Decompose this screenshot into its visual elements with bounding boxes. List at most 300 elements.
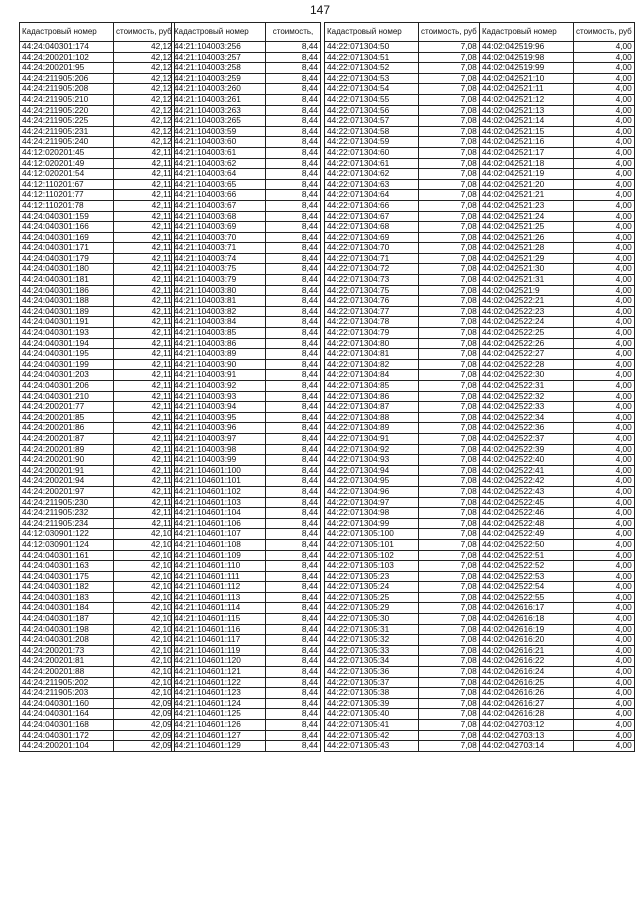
table-row: [20, 698, 175, 709]
table-row: [172, 614, 321, 625]
table-row: [172, 624, 321, 635]
cadastral-number-cell: 44:22:071305:102: [325, 550, 419, 561]
cadastral-number-cell: 44:02:042522:42: [480, 476, 574, 487]
cost-cell: 4,00: [574, 200, 635, 211]
cost-cell: 4,00: [574, 222, 635, 233]
table-row: [325, 158, 480, 169]
cadastral-number-cell: 44:12:110201:67: [20, 179, 114, 190]
cadastral-number-cell: 44:21:104601:114: [172, 603, 266, 614]
cost-cell: 42,12: [114, 52, 175, 63]
cost-cell: 8,44: [266, 709, 321, 720]
table-row: [172, 158, 321, 169]
cost-cell: 4,00: [574, 52, 635, 63]
cost-cell: 4,00: [574, 614, 635, 625]
cadastral-number-cell: 44:24:211905:210: [20, 94, 114, 105]
cadastral-number-cell: 44:22:071304:57: [325, 116, 419, 127]
cadastral-number-cell: 44:21:104003:85: [172, 328, 266, 339]
table-row: [172, 476, 321, 487]
cost-cell: 42,11: [114, 455, 175, 466]
table-row: [20, 476, 175, 487]
cost-cell: 4,00: [574, 158, 635, 169]
cost-cell: 8,44: [266, 370, 321, 381]
cost-cell: 7,08: [419, 63, 480, 74]
cadastral-number-cell: 44:02:042522:27: [480, 349, 574, 360]
cadastral-number-cell: 44:24:200201:88: [20, 667, 114, 678]
table-row: [325, 264, 480, 275]
cadastral-number-cell: 44:22:071304:72: [325, 264, 419, 275]
cost-cell: 7,08: [419, 190, 480, 201]
table-row: [480, 211, 635, 222]
cost-cell: 7,08: [419, 603, 480, 614]
cost-cell: 8,44: [266, 264, 321, 275]
cadastral-number-cell: 44:24:200201:94: [20, 476, 114, 487]
table-row: [20, 116, 175, 127]
table-row: [480, 720, 635, 731]
cost-cell: 4,00: [574, 444, 635, 455]
cadastral-number-cell: 44:02:042522:36: [480, 423, 574, 434]
table-row: [20, 264, 175, 275]
cadastral-number-cell: 44:22:071304:80: [325, 338, 419, 349]
cadastral-number-cell: 44:21:104003:82: [172, 306, 266, 317]
cost-cell: 4,00: [574, 84, 635, 95]
cadastral-number-cell: 44:21:104601:129: [172, 741, 266, 752]
cadastral-number-cell: 44:22:071304:71: [325, 253, 419, 264]
table-row: [325, 222, 480, 233]
table-row: [20, 222, 175, 233]
cadastral-number-cell: 44:24:040301:203: [20, 370, 114, 381]
table-row: [20, 656, 175, 667]
cadastral-number-cell: 44:21:104003:98: [172, 444, 266, 455]
cost-cell: 7,08: [419, 105, 480, 116]
table-row: [172, 433, 321, 444]
cost-cell: 8,44: [266, 433, 321, 444]
cost-cell: 42,11: [114, 476, 175, 487]
cost-cell: 42,10: [114, 550, 175, 561]
cadastral-number-cell: 44:24:040301:163: [20, 561, 114, 572]
cadastral-number-cell: 44:22:071305:38: [325, 688, 419, 699]
cadastral-number-cell: 44:24:200201:81: [20, 656, 114, 667]
table-row: [325, 730, 480, 741]
cost-cell: 8,44: [266, 635, 321, 646]
cadastral-number-cell: 44:22:071304:98: [325, 508, 419, 519]
cadastral-number-cell: 44:22:071304:99: [325, 518, 419, 529]
table-row: [20, 508, 175, 519]
table-row: [480, 158, 635, 169]
cost-cell: 4,00: [574, 730, 635, 741]
cadastral-number-cell: 44:21:104003:61: [172, 147, 266, 158]
cadastral-number-cell: 44:02:042522:34: [480, 412, 574, 423]
cost-cell: 7,08: [419, 42, 480, 53]
table-row: [325, 105, 480, 116]
cost-cell: 8,44: [266, 105, 321, 116]
table-row: [325, 720, 480, 731]
cost-cell: 8,44: [266, 52, 321, 63]
cost-cell: 4,00: [574, 73, 635, 84]
cadastral-number-cell: 44:02:042522:31: [480, 381, 574, 392]
cadastral-number-cell: 44:22:071305:42: [325, 730, 419, 741]
cost-cell: 4,00: [574, 571, 635, 582]
cadastral-number-cell: 44:21:104003:256: [172, 42, 266, 53]
cost-cell: 42,11: [114, 169, 175, 180]
cadastral-number-cell: 44:21:104003:79: [172, 275, 266, 286]
cadastral-number-cell: 44:02:042522:30: [480, 370, 574, 381]
cost-cell: 4,00: [574, 243, 635, 254]
cost-cell: 42,11: [114, 370, 175, 381]
cadastral-number-cell: 44:22:071304:55: [325, 94, 419, 105]
header-cadastral-number: Кадастровый номер: [172, 23, 266, 42]
table-row: [480, 285, 635, 296]
table-row: [20, 94, 175, 105]
table-row: [480, 349, 635, 360]
table-row: [325, 698, 480, 709]
cost-cell: 8,44: [266, 402, 321, 413]
cadastral-number-cell: 44:24:040301:169: [20, 232, 114, 243]
cadastral-number-cell: 44:22:071304:77: [325, 306, 419, 317]
table-row: [480, 465, 635, 476]
cost-cell: 42,11: [114, 158, 175, 169]
cadastral-number-cell: 44:24:211905:203: [20, 688, 114, 699]
cost-cell: 7,08: [419, 116, 480, 127]
cost-cell: 8,44: [266, 296, 321, 307]
cadastral-number-cell: 44:24:200201:86: [20, 423, 114, 434]
cost-cell: 42,10: [114, 529, 175, 540]
cadastral-number-cell: 44:22:071304:73: [325, 275, 419, 286]
cadastral-number-cell: 44:21:104003:257: [172, 52, 266, 63]
cadastral-number-cell: 44:21:104601:126: [172, 720, 266, 731]
cadastral-number-cell: 44:24:200201:77: [20, 402, 114, 413]
cost-cell: 7,08: [419, 635, 480, 646]
cadastral-number-cell: 44:24:040301:172: [20, 730, 114, 741]
cost-cell: 4,00: [574, 741, 635, 752]
cost-cell: 8,44: [266, 582, 321, 593]
cost-cell: 4,00: [574, 317, 635, 328]
table-row: [480, 137, 635, 148]
cadastral-number-cell: 44:22:071305:29: [325, 603, 419, 614]
table-row: [172, 709, 321, 720]
table-row: [325, 550, 480, 561]
cadastral-number-cell: 44:12:110201:77: [20, 190, 114, 201]
cost-cell: 42,11: [114, 306, 175, 317]
cost-cell: 7,08: [419, 264, 480, 275]
cadastral-number-cell: 44:02:042521:10: [480, 73, 574, 84]
cadastral-number-cell: 44:22:071305:23: [325, 571, 419, 582]
cadastral-number-cell: 44:22:071304:93: [325, 455, 419, 466]
table-row: [480, 359, 635, 370]
table-row: [325, 486, 480, 497]
table-row: [172, 391, 321, 402]
cadastral-number-cell: 44:24:040301:164: [20, 709, 114, 720]
table-row: [480, 264, 635, 275]
cost-cell: 7,08: [419, 423, 480, 434]
table-row: [172, 306, 321, 317]
cost-cell: 4,00: [574, 253, 635, 264]
table-row: [20, 423, 175, 434]
table-row: [20, 603, 175, 614]
table-row: [20, 169, 175, 180]
table-row: [172, 539, 321, 550]
table-row: [172, 222, 321, 233]
table-row: [20, 571, 175, 582]
cadastral-number-cell: 44:22:071304:58: [325, 126, 419, 137]
cost-cell: 7,08: [419, 476, 480, 487]
table-row: [20, 486, 175, 497]
table-row: [172, 169, 321, 180]
cadastral-number-cell: 44:24:200201:104: [20, 741, 114, 752]
table-row: [20, 42, 175, 53]
cost-cell: 4,00: [574, 402, 635, 413]
table-row: [325, 94, 480, 105]
cadastral-number-cell: 44:22:071305:33: [325, 645, 419, 656]
table-row: [20, 497, 175, 508]
cadastral-number-cell: 44:21:104601:109: [172, 550, 266, 561]
cadastral-table-3: [324, 22, 480, 752]
cost-cell: 42,11: [114, 412, 175, 423]
cost-cell: 7,08: [419, 126, 480, 137]
table-row: [325, 285, 480, 296]
cost-cell: 4,00: [574, 709, 635, 720]
table-row: [20, 592, 175, 603]
cost-cell: 42,10: [114, 635, 175, 646]
table-row: [20, 381, 175, 392]
cost-cell: 8,44: [266, 455, 321, 466]
cadastral-number-cell: 44:21:104601:104: [172, 508, 266, 519]
table-row: [172, 529, 321, 540]
cost-cell: 4,00: [574, 550, 635, 561]
table-row: [480, 561, 635, 572]
cadastral-number-cell: 44:02:042521:20: [480, 179, 574, 190]
cost-cell: 7,08: [419, 306, 480, 317]
cadastral-number-cell: 44:24:200201:90: [20, 455, 114, 466]
table-row: [325, 667, 480, 678]
cadastral-number-cell: 44:22:071304:87: [325, 402, 419, 413]
page-number: 147: [309, 3, 331, 17]
cost-cell: 8,44: [266, 381, 321, 392]
cadastral-number-cell: 44:24:040301:182: [20, 582, 114, 593]
cadastral-number-cell: 44:22:071304:54: [325, 84, 419, 95]
table-row: [480, 328, 635, 339]
cost-cell: 42,11: [114, 328, 175, 339]
cost-cell: 8,44: [266, 486, 321, 497]
cadastral-number-cell: 44:21:104003:60: [172, 137, 266, 148]
cost-cell: 8,44: [266, 603, 321, 614]
table-row: [480, 402, 635, 413]
cost-cell: 7,08: [419, 137, 480, 148]
table-row: [325, 571, 480, 582]
header-cost: стоимость, руб: [419, 23, 480, 42]
cadastral-number-cell: 44:22:071304:67: [325, 211, 419, 222]
cadastral-number-cell: 44:02:042522:24: [480, 317, 574, 328]
cadastral-number-cell: 44:24:040301:161: [20, 550, 114, 561]
table-row: [172, 412, 321, 423]
table-row: [325, 455, 480, 466]
table-row: [172, 550, 321, 561]
cost-cell: 8,44: [266, 94, 321, 105]
cost-cell: 8,44: [266, 645, 321, 656]
table-row: [172, 328, 321, 339]
cadastral-number-cell: 44:02:042521:23: [480, 200, 574, 211]
cadastral-number-cell: 44:22:071304:85: [325, 381, 419, 392]
cadastral-number-cell: 44:24:200201:73: [20, 645, 114, 656]
cost-cell: 42,11: [114, 147, 175, 158]
cost-cell: 7,08: [419, 709, 480, 720]
cadastral-number-cell: 44:24:040301:210: [20, 391, 114, 402]
cost-cell: 4,00: [574, 190, 635, 201]
cadastral-number-cell: 44:02:042521:31: [480, 275, 574, 286]
cadastral-number-cell: 44:02:042522:55: [480, 592, 574, 603]
table-row: [172, 667, 321, 678]
cost-cell: 7,08: [419, 285, 480, 296]
cadastral-number-cell: 44:22:071305:101: [325, 539, 419, 550]
cadastral-number-cell: 44:22:071304:52: [325, 63, 419, 74]
cadastral-number-cell: 44:22:071304:96: [325, 486, 419, 497]
table-row: [172, 635, 321, 646]
cadastral-number-cell: 44:12:030901:122: [20, 529, 114, 540]
table-row: [20, 582, 175, 593]
cost-cell: 7,08: [419, 465, 480, 476]
table-row: [480, 635, 635, 646]
cadastral-number-cell: 44:22:071304:64: [325, 190, 419, 201]
cost-cell: 8,44: [266, 190, 321, 201]
cadastral-number-cell: 44:22:071305:34: [325, 656, 419, 667]
table-row: [172, 677, 321, 688]
table-row: [480, 730, 635, 741]
table-row: [325, 391, 480, 402]
table-row: [480, 84, 635, 95]
cadastral-number-cell: 44:22:071305:40: [325, 709, 419, 720]
table-row: [172, 147, 321, 158]
cost-cell: 42,10: [114, 677, 175, 688]
cost-cell: 42,11: [114, 179, 175, 190]
table-row: [480, 529, 635, 540]
table-row: [20, 720, 175, 731]
cadastral-number-cell: 44:24:040301:195: [20, 349, 114, 360]
table-row: [480, 614, 635, 625]
table-row: [172, 720, 321, 731]
cadastral-number-cell: 44:22:071304:51: [325, 52, 419, 63]
cost-cell: 8,44: [266, 306, 321, 317]
cost-cell: 4,00: [574, 476, 635, 487]
cost-cell: 4,00: [574, 645, 635, 656]
cadastral-number-cell: 44:24:211905:206: [20, 73, 114, 84]
cadastral-number-cell: 44:02:042522:37: [480, 433, 574, 444]
table-row: [325, 169, 480, 180]
table-row: [172, 423, 321, 434]
cadastral-number-cell: 44:22:071304:59: [325, 137, 419, 148]
cadastral-number-cell: 44:02:042616:27: [480, 698, 574, 709]
cost-cell: 7,08: [419, 582, 480, 593]
table-row: [20, 126, 175, 137]
cadastral-number-cell: 44:21:104003:92: [172, 381, 266, 392]
cost-cell: 4,00: [574, 603, 635, 614]
cost-cell: 7,08: [419, 741, 480, 752]
table-row: [480, 592, 635, 603]
cadastral-number-cell: 44:21:104601:100: [172, 465, 266, 476]
cost-cell: 4,00: [574, 423, 635, 434]
table-row: [325, 253, 480, 264]
cost-cell: 42,11: [114, 381, 175, 392]
table-row: [20, 433, 175, 444]
table-row: [325, 126, 480, 137]
cadastral-number-cell: 44:21:104601:107: [172, 529, 266, 540]
cost-cell: 42,11: [114, 508, 175, 519]
table-row: [20, 243, 175, 254]
cost-cell: 8,44: [266, 275, 321, 286]
cadastral-number-cell: 44:21:104003:261: [172, 94, 266, 105]
cost-cell: 7,08: [419, 94, 480, 105]
cost-cell: 4,00: [574, 592, 635, 603]
table-row: [172, 370, 321, 381]
cadastral-number-cell: 44:22:071304:70: [325, 243, 419, 254]
cost-cell: 8,44: [266, 338, 321, 349]
table-row: [172, 52, 321, 63]
table-row: [20, 296, 175, 307]
table-row: [172, 455, 321, 466]
table-row: [172, 582, 321, 593]
cadastral-number-cell: 44:21:104003:263: [172, 105, 266, 116]
cost-cell: 4,00: [574, 698, 635, 709]
cost-cell: 42,11: [114, 349, 175, 360]
table-row: [20, 561, 175, 572]
cadastral-number-cell: 44:02:042616:19: [480, 624, 574, 635]
cadastral-number-cell: 44:22:071305:36: [325, 667, 419, 678]
cost-cell: 42,11: [114, 200, 175, 211]
cadastral-number-cell: 44:21:104601:116: [172, 624, 266, 635]
cadastral-number-cell: 44:24:040301:188: [20, 296, 114, 307]
cadastral-number-cell: 44:22:071305:41: [325, 720, 419, 731]
cadastral-number-cell: 44:21:104601:117: [172, 635, 266, 646]
table-row: [480, 222, 635, 233]
cadastral-number-cell: 44:21:104003:81: [172, 296, 266, 307]
table-row: [172, 317, 321, 328]
cadastral-number-cell: 44:24:040301:160: [20, 698, 114, 709]
cost-cell: 42,10: [114, 561, 175, 572]
cost-cell: 7,08: [419, 656, 480, 667]
cadastral-number-cell: 44:02:042522:32: [480, 391, 574, 402]
table-row: [20, 624, 175, 635]
table-row: [325, 232, 480, 243]
table-row: [20, 730, 175, 741]
table-row: [480, 169, 635, 180]
cadastral-number-cell: 44:02:042616:22: [480, 656, 574, 667]
table-row: [172, 126, 321, 137]
cadastral-number-cell: 44:21:104003:265: [172, 116, 266, 127]
cadastral-number-cell: 44:02:042521:21: [480, 190, 574, 201]
cadastral-number-cell: 44:02:042616:25: [480, 677, 574, 688]
cadastral-table-1: [19, 22, 175, 752]
table-row: [172, 200, 321, 211]
cost-cell: 7,08: [419, 179, 480, 190]
cost-cell: 8,44: [266, 529, 321, 540]
table-row: [480, 338, 635, 349]
cadastral-number-cell: 44:02:042522:51: [480, 550, 574, 561]
cadastral-number-cell: 44:21:104003:71: [172, 243, 266, 254]
cadastral-number-cell: 44:02:042522:43: [480, 486, 574, 497]
table-row: [480, 370, 635, 381]
cost-cell: 42,10: [114, 614, 175, 625]
cadastral-number-cell: 44:22:071304:84: [325, 370, 419, 381]
cost-cell: 4,00: [574, 105, 635, 116]
table-row: [325, 359, 480, 370]
table-row: [325, 381, 480, 392]
cost-cell: 42,10: [114, 688, 175, 699]
table-row: [172, 275, 321, 286]
cost-cell: 8,44: [266, 243, 321, 254]
cadastral-number-cell: 44:21:104601:111: [172, 571, 266, 582]
cost-cell: 8,44: [266, 444, 321, 455]
table-row: [325, 137, 480, 148]
cost-cell: 42,12: [114, 84, 175, 95]
cost-cell: 42,11: [114, 359, 175, 370]
